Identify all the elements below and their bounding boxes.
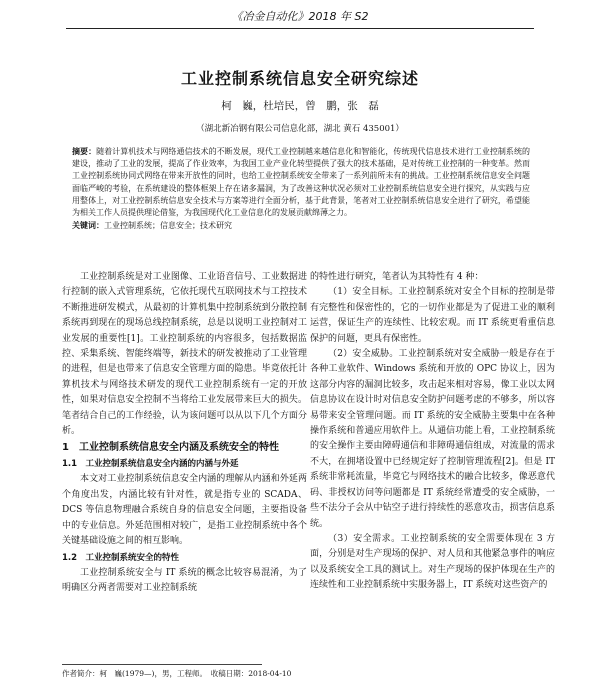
intro-paragraph: 工业控制系统是对工业图像、工业语音信号、工业数据进行控制的嵌入式管理系统，它依托现代互联网技术与工控技术不断推进研发模式，从最初的计算机集中控制系统到分散控制系统再到现在的现场总线控制系统，总是以说明工业控制对工业发展的重要性[1]。工业控制系统的内容很多，包括数据监控、采集系统、智能终端等，新技术的研发被推动了工业管理的进程，但是也带来了信息安全管理方面的隐患。毕竟依托计算机技术与网络技术研发的现代工业控制系统有一定的开放性，如果对信息安全控制不当将给工业发展带来巨大的损失。笔者结合自己的工作经验，认为该问题可以从以下几个方面分析。	[62, 272, 307, 437]
header-rule	[66, 28, 534, 29]
subsection-1-1-paragraph: 本文对工业控制系统信息安全内涵的理解从内涵和外延两个角度出发，内涵比较有针对性，就是指专业的 SCADA、DCS 等信息物理融合系统自身的信息安全问题，主要指设备中的专业信息。外延范围相对较广，是指工业控制系统中各个关键基础设施之间的相互影响。	[62, 474, 307, 547]
subsection-1-2-paragraph: 工业控制系统安全与 IT 系统的概念比较容易混淆，为了明确区分两者需要对工业控制系统	[62, 567, 307, 593]
abstract-body	[72, 145, 530, 219]
left-column	[62, 270, 307, 596]
paper-title: 工业控制系统信息安全研究综述	[180, 69, 419, 88]
abstract	[72, 145, 530, 232]
keywords-text: 工业控制系统；信息安全；技术研究	[104, 221, 232, 231]
paper-affiliation: （湖北新冶钢有限公司信息化部，湖北 黄石 435001）	[196, 124, 404, 134]
continued-paragraph: 的特性进行研究，笔者认为其特性有 4 种：	[310, 272, 484, 282]
abstract-text: 随着计算机技术与网络通信技术的不断发展，现代工业控制越来越信息化和智能化，传统现代信息技术进行工业控制系统的建设，推动了工业的发展，提高了作业效率，为我国工业产业化转型提供了强大的技术基础，是对传统工业控制的一种变革。然而工业控制系统协同式网络在带来开放性的同时，也给工业控制系统安全带来了一系列前所未有的挑战。工业控制系统信息安全问题面临严峻的考验，在系统建设的整体框架上存在诸多漏洞，为了改善这种状况必须对工业控制系统信息安全进行探究，从实践与应用整体上，对工业控制系统信息安全技术与方案等进行全面分析，基于此背景，笔者对工业控制系统信息安全进行了研究，希望能为相关工作人员提供理论借鉴，为我国现代化工业信息化的发展贡献绵薄之力。	[72, 147, 530, 218]
right-column	[310, 270, 555, 594]
paper-authors: 柯 巍，杜培民，曾 鹏，张 磊	[221, 100, 379, 112]
security-goal-paragraph: （1）安全目标。工业控制系统对安全个目标的控制是带有完整性和保密性的，它的一切作业都是为了促进工业的顺利运营，保证生产的连续性、比较宏观。而 IT 系统更看重信息保护的问题，更具有保密性。	[310, 287, 555, 344]
keywords	[72, 219, 530, 232]
security-threat-paragraph: （2）安全威胁。工业控制系统对安全威胁一般是存在于各种工业软件、Windows 系统和开放的 OPC 协议上，因为这部分内容的漏洞比较多，攻击起来相对容易，像工业以太网信息协议在设计时对信息安全防护问题考虑的不够多，所以容易带来安全管理问题。而 IT 系统的安全威胁主要集中在各种操作系统和普通应用软件上。从通信功能上看，工业控制系统的安全操作主要由障碍通信和非障碍通信组成，对流量的需求不大，在拥堵设置中已经规定好了控制管理流程[2]。但是 IT 系统非常耗流量，毕竟它与网络技术的融合比较多，像恶意代码、非授权访问等问题都是 IT 系统经常遭受的安全威胁，一些不法分子会从中钻空子进行持续性的恶意攻击，损害信息系统。	[310, 349, 555, 529]
running-head: 《冶金自动化》2018 年 S2	[231, 10, 369, 23]
subsection-1-2-heading: 1.2 工业控制系统安全的特性	[62, 552, 180, 563]
abstract-label: 摘要：	[72, 146, 97, 156]
author-footnote: 作者简介：柯 巍(1979—)，男，工程师。 收稿日期：2018-04-10	[62, 669, 292, 678]
keywords-label: 关键词：	[72, 220, 104, 231]
section-1-heading: 1 工业控制系统信息安全内涵及系统安全的特性	[62, 442, 279, 454]
security-requirement-paragraph: （3）安全需求。工业控制系统的安全需要体现在 3 方面，分别是对生产现场的保护、对人员和其他紧急事件的响应以及系统安全工具的测试上。对生产现场的保护体现在生产的连续性和工业控制系统中实服务器上，IT 系统对这些资产的	[310, 533, 555, 591]
subsection-1-1-heading: 1.1 工业控制系统信息安全内涵的内涵与外延	[62, 459, 239, 470]
footnote-rule	[62, 664, 262, 665]
